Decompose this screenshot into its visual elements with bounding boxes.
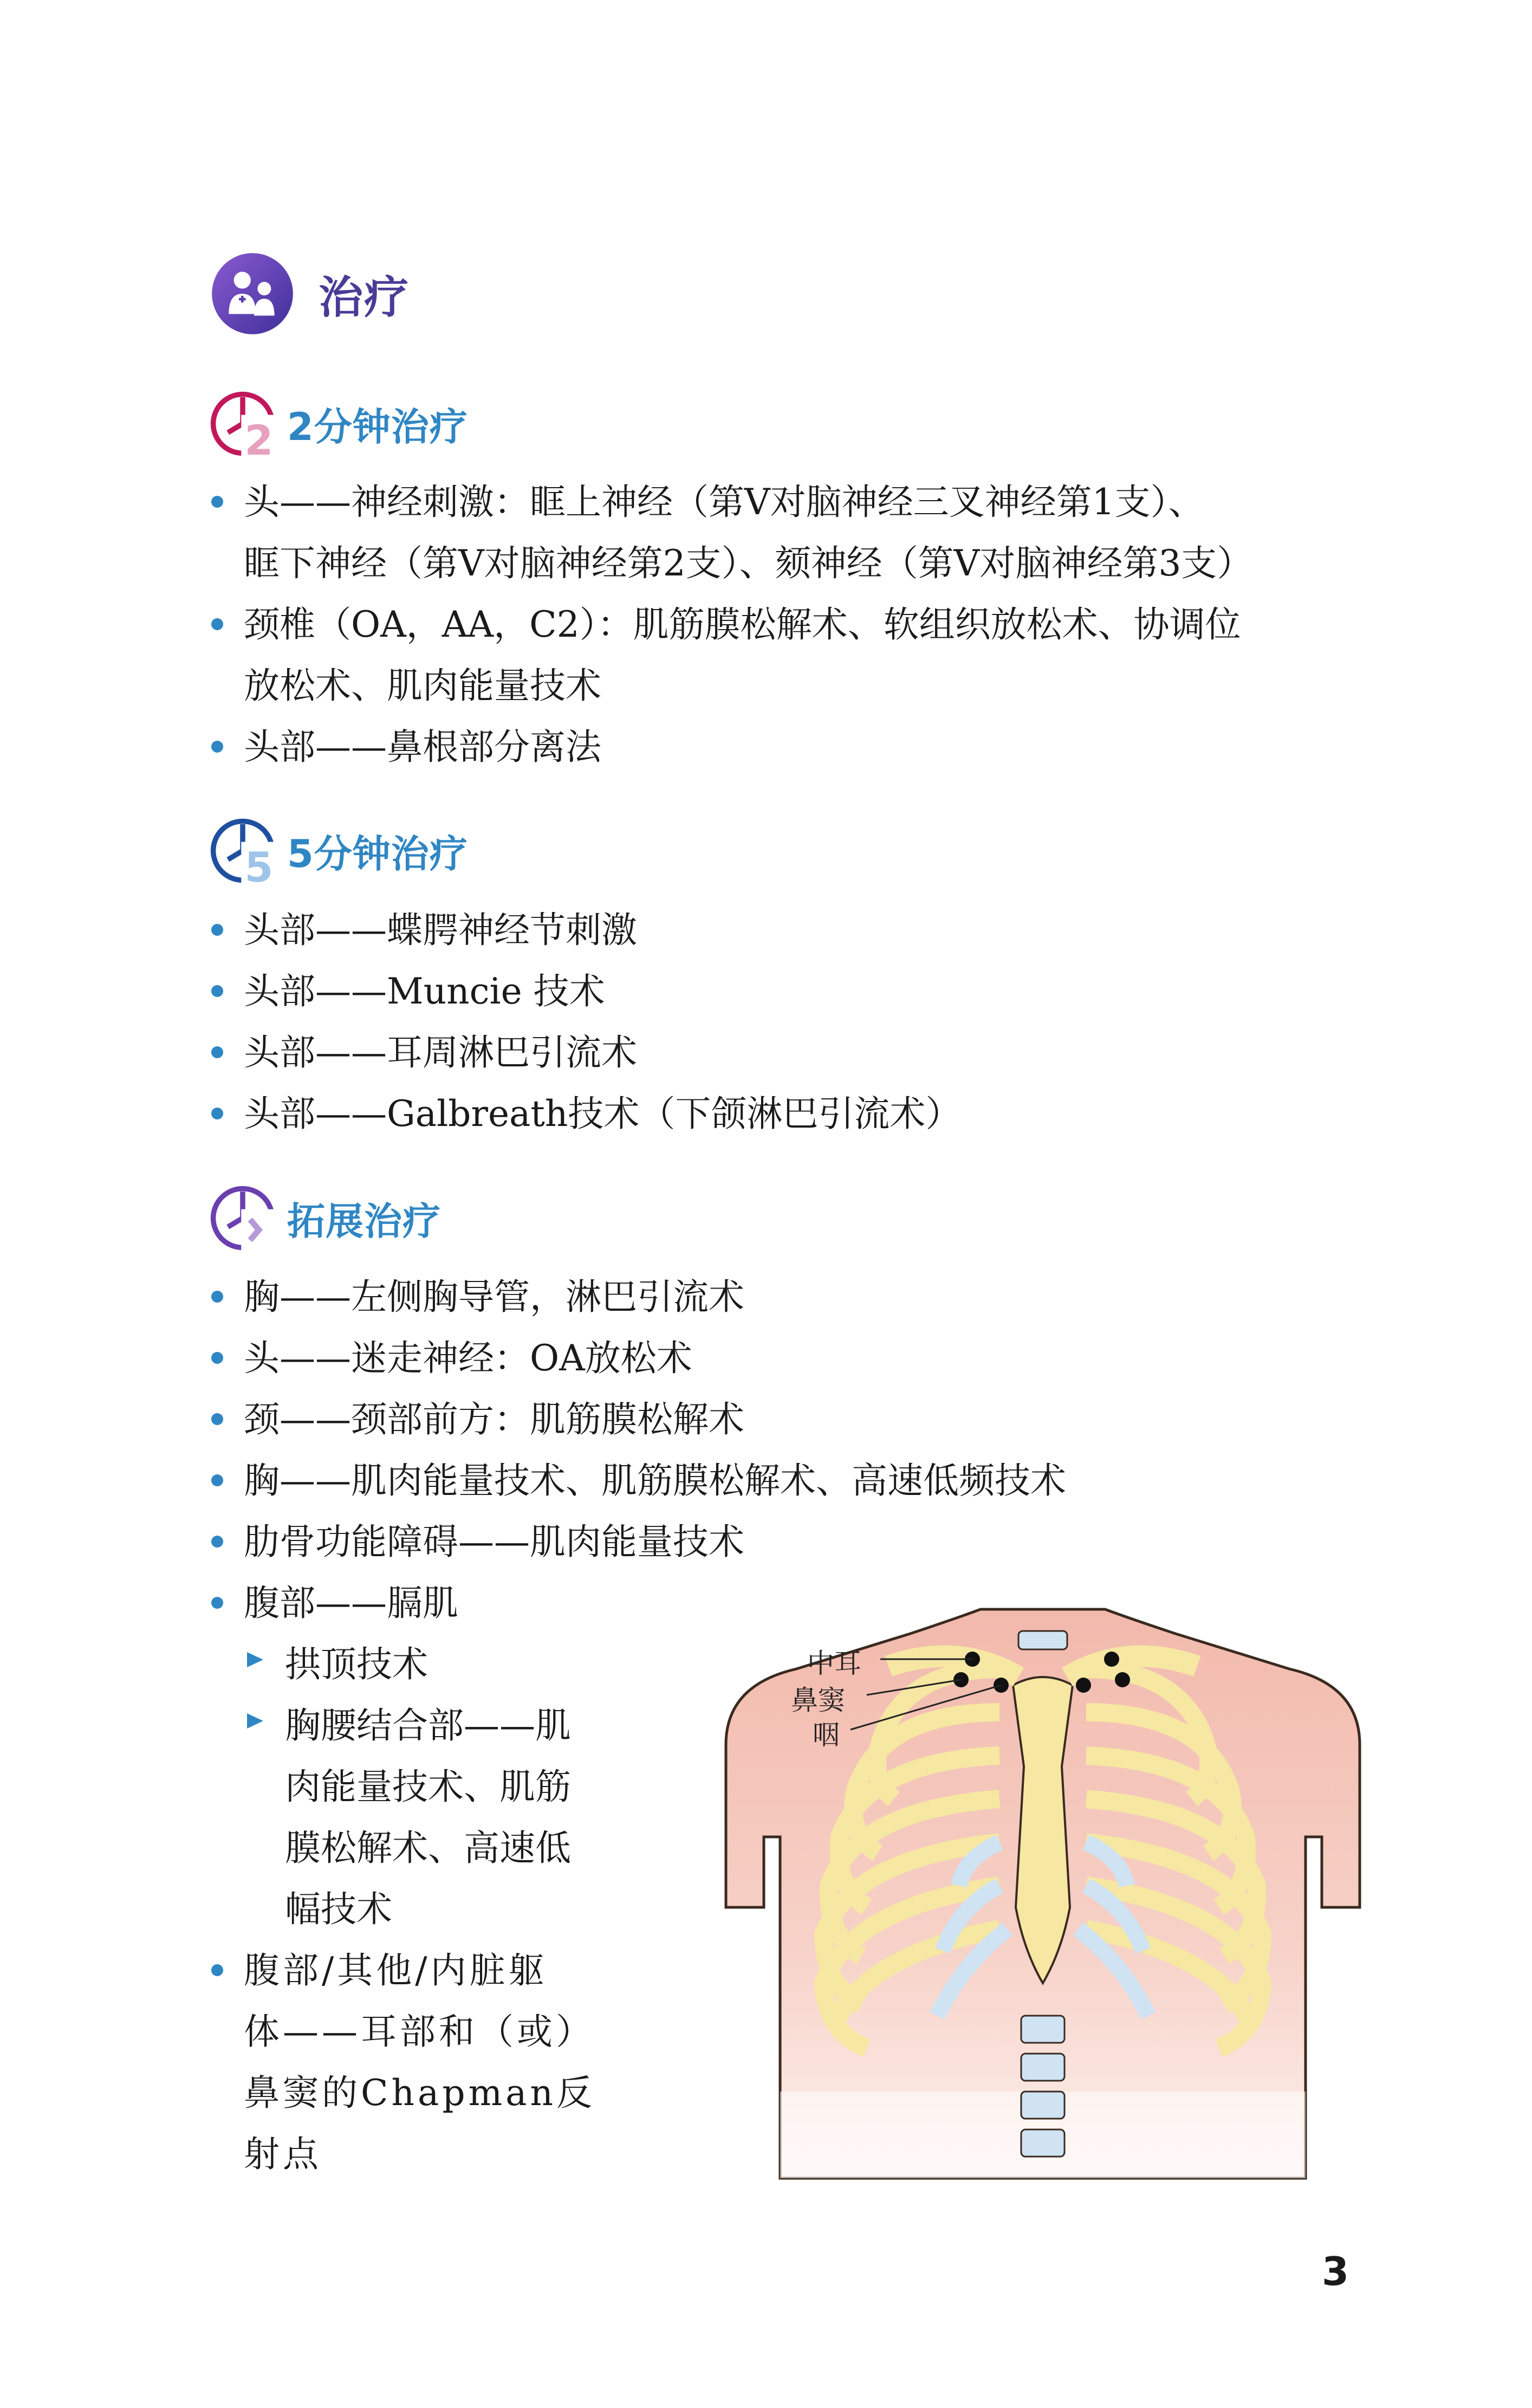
bullet-icon xyxy=(211,496,223,508)
section-heading-5min xyxy=(206,813,468,889)
section-title: 5分钟治疗 xyxy=(287,831,468,876)
item-line: 头部——Muncie 技术 xyxy=(244,970,605,1012)
item-line: 头——迷走神经：OA放松术 xyxy=(244,1337,692,1379)
item-line: 颈——颈部前方：肌筋膜松解术 xyxy=(244,1399,744,1440)
page-title: 治疗 xyxy=(319,271,410,323)
bullet-icon xyxy=(211,1964,223,1976)
item-line: 腹部/其他/内脏躯 xyxy=(244,1950,548,1991)
section-heading-2min xyxy=(206,386,468,462)
clock-5-icon xyxy=(206,814,280,888)
item-line: 头部——耳周淋巴引流术 xyxy=(244,1032,637,1073)
bullet-icon xyxy=(211,1046,223,1058)
bullet-icon xyxy=(211,1291,223,1303)
item-line: 鼻窦的Chapman反 xyxy=(244,2072,596,2114)
bullet-icon xyxy=(211,1108,223,1119)
item-line: 头——神经刺激：眶上神经（第Ⅴ对脑神经三叉神经第1支）、 xyxy=(244,481,1204,523)
bullet-icon xyxy=(211,1352,223,1364)
bullet-icon xyxy=(211,741,223,753)
arrow-bullet-icon xyxy=(247,1713,263,1729)
section-title: 2分钟治疗 xyxy=(287,404,468,449)
item-line: 胸——左侧胸导管，淋巴引流术 xyxy=(244,1276,744,1318)
section-heading-extended xyxy=(206,1180,441,1256)
item-line: 膜松解术、高速低 xyxy=(285,1827,571,1869)
item-line: 肋骨功能障碍——肌肉能量技术 xyxy=(244,1521,744,1563)
bullet-icon xyxy=(211,618,223,630)
item-line: 头部——蝶腭神经节刺激 xyxy=(244,909,637,951)
rib-cage-illustration xyxy=(704,1604,1381,2200)
section-title: 拓展治疗 xyxy=(287,1199,441,1244)
item-line: 射点 xyxy=(244,2133,322,2175)
bullet-icon xyxy=(211,1413,223,1425)
item-line: 幅技术 xyxy=(285,1888,392,1930)
item-line: 拱顶技术 xyxy=(285,1643,428,1685)
item-line: 肉能量技术、肌筋 xyxy=(285,1766,571,1808)
item-line: 胸腰结合部——肌 xyxy=(285,1705,571,1746)
label-pharynx: 咽 xyxy=(813,1719,840,1751)
item-line: 颈椎（OA，AA，C2）：肌筋膜松解术、软组织放松术、协调位 xyxy=(244,604,1241,645)
doctor-patient-icon xyxy=(210,251,295,336)
label-sinus: 鼻窦 xyxy=(791,1685,845,1716)
bullet-icon xyxy=(211,985,223,997)
page-number: 3 xyxy=(1322,2249,1349,2294)
bullet-icon xyxy=(211,1597,223,1609)
arrow-bullet-icon xyxy=(247,1652,263,1667)
clock-extended-icon xyxy=(206,1181,280,1255)
main-heading xyxy=(210,250,410,337)
item-line: 胸——肌肉能量技术、肌筋膜松解术、高速低频技术 xyxy=(244,1460,1066,1501)
bullet-icon xyxy=(211,924,223,936)
bullet-icon xyxy=(211,1474,223,1486)
item-line: 头部——Galbreath技术（下颌淋巴引流术） xyxy=(244,1093,962,1135)
item-line: 眶下神经（第Ⅴ对脑神经第2支）、颏神经（第Ⅴ对脑神经第3支） xyxy=(244,542,1253,584)
item-line: 头部——鼻根部分离法 xyxy=(244,726,601,768)
item-line: 腹部——膈肌 xyxy=(244,1582,458,1624)
clock-2-icon xyxy=(206,387,280,461)
item-line: 放松术、肌肉能量技术 xyxy=(244,665,601,707)
svg-text:5: 5 xyxy=(244,843,274,888)
svg-text:2: 2 xyxy=(244,416,274,461)
label-middle-ear: 中耳 xyxy=(807,1648,861,1679)
bullet-icon xyxy=(211,1536,223,1548)
item-line: 体——耳部和（或） xyxy=(244,2011,595,2053)
